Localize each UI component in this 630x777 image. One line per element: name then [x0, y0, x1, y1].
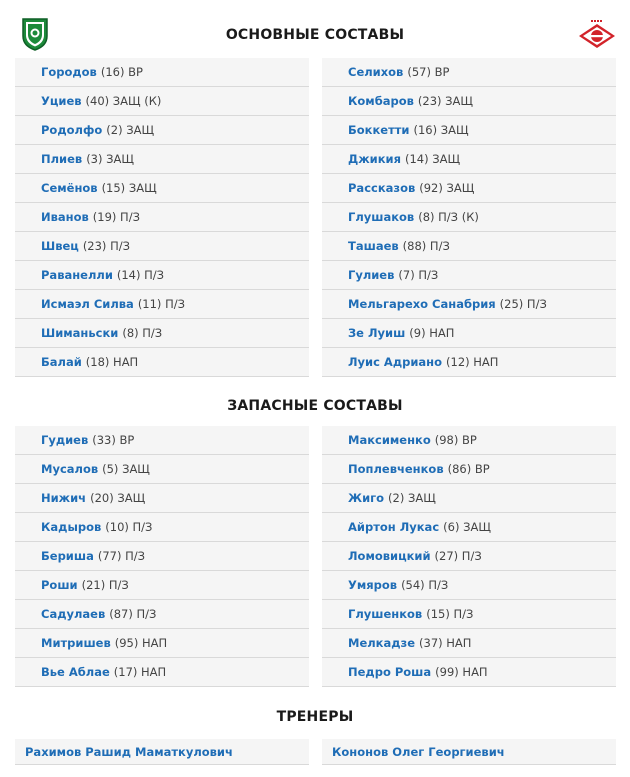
coaches-title: ТРЕНЕРЫ: [276, 709, 354, 725]
player-row: [322, 319, 616, 348]
player-number-position: (3) ЗАЩ: [86, 152, 134, 166]
player-number-position: (18) НАП: [85, 355, 139, 369]
subs-home-list: [15, 426, 309, 687]
player-row: [322, 658, 616, 687]
player-number-position: (10) П/З: [105, 520, 153, 534]
player-name-link[interactable]: Иванов: [41, 210, 89, 224]
player-name-link[interactable]: Городов: [41, 65, 97, 79]
player-row: [15, 542, 309, 571]
player-name-link[interactable]: Боккетти: [348, 123, 410, 137]
player-row: [322, 116, 616, 145]
player-name-link[interactable]: Швец: [41, 239, 79, 253]
player-row: [15, 116, 309, 145]
player-name-link[interactable]: Комбаров: [348, 94, 414, 108]
player-row: [322, 290, 616, 319]
player-row: [322, 145, 616, 174]
player-number-position: (11) П/З: [137, 297, 185, 311]
player-name-link[interactable]: Айртон Лукас: [348, 520, 440, 534]
player-number-position: (15) П/З: [426, 607, 474, 621]
player-number-position: (23) ЗАЩ: [417, 94, 473, 108]
player-name-link[interactable]: Глушенков: [348, 607, 423, 621]
player-name-link[interactable]: Шиманьски: [41, 326, 119, 340]
player-number-position: (87) П/З: [109, 607, 157, 621]
player-number-position: (27) П/З: [434, 549, 482, 563]
player-row: [15, 174, 309, 203]
player-name-link[interactable]: Родолфо: [41, 123, 103, 137]
player-number-position: (33) ВР: [92, 433, 135, 447]
player-name-link[interactable]: Ломовицкий: [348, 549, 431, 563]
player-row: [322, 571, 616, 600]
player-row: [15, 629, 309, 658]
player-row: [15, 319, 309, 348]
player-number-position: (14) П/З: [116, 268, 165, 282]
player-number-position: (98) ВР: [434, 433, 477, 447]
player-row: [322, 348, 616, 377]
player-number-position: (95) НАП: [114, 636, 168, 650]
player-row: [15, 145, 309, 174]
player-number-position: (16) ВР: [100, 65, 143, 79]
player-name-link[interactable]: Максименко: [348, 433, 431, 447]
player-row: [322, 600, 616, 629]
player-row: [15, 261, 309, 290]
player-name-link[interactable]: Бериша: [41, 549, 94, 563]
player-row: [15, 87, 309, 116]
player-name-link[interactable]: Зе Луиш: [348, 326, 406, 340]
player-row: [322, 174, 616, 203]
player-name-link[interactable]: Джикия: [348, 152, 401, 166]
player-name-link[interactable]: Плиев: [41, 152, 83, 166]
player-name-link[interactable]: Мелкадзе: [348, 636, 416, 650]
away-coach-row: [322, 739, 616, 765]
player-number-position: (77) П/З: [97, 549, 145, 563]
player-name-link[interactable]: Вье Аблае: [41, 665, 110, 679]
home-coach-row: [15, 739, 309, 765]
player-row: [322, 426, 616, 455]
player-number-position: (14) ЗАЩ: [405, 152, 461, 166]
player-number-position: (19) П/З: [92, 210, 140, 224]
player-number-position: (40) ЗАЩ (К): [85, 94, 162, 108]
player-name-link[interactable]: Балай: [41, 355, 82, 369]
player-row: [15, 658, 309, 687]
player-row: [322, 629, 616, 658]
player-name-link[interactable]: Гудиев: [41, 433, 89, 447]
player-number-position: (86) ВР: [447, 462, 490, 476]
player-row: [15, 484, 309, 513]
player-name-link[interactable]: Поплевченков: [348, 462, 444, 476]
player-row: [322, 87, 616, 116]
player-row: [322, 203, 616, 232]
player-number-position: (15) ЗАЩ: [101, 181, 157, 195]
main-home-list: [15, 58, 309, 377]
player-name-link[interactable]: Жиго: [348, 491, 385, 505]
player-number-position: (99) НАП: [435, 665, 488, 679]
home-coach-name[interactable]: Рахимов Рашид Маматкулович: [25, 744, 233, 759]
player-name-link[interactable]: Уциев: [41, 94, 82, 108]
player-row: [15, 455, 309, 484]
away-coach-name[interactable]: Кононов Олег Георгиевич: [332, 744, 505, 759]
player-row: [322, 58, 616, 87]
player-name-link[interactable]: Раванелли: [41, 268, 113, 282]
player-row: [15, 232, 309, 261]
player-number-position: (23) П/З: [82, 239, 130, 253]
subs-away-list: [322, 426, 616, 687]
player-name-link[interactable]: Садулаев: [41, 607, 106, 621]
player-number-position: (17) НАП: [113, 665, 167, 679]
player-number-position: (16) ЗАЩ: [413, 123, 469, 137]
player-number-position: (2) ЗАЩ: [388, 491, 436, 505]
player-row: [15, 571, 309, 600]
player-name-link[interactable]: Селихов: [348, 65, 404, 79]
player-row: [15, 600, 309, 629]
player-number-position: (6) ЗАЩ: [443, 520, 491, 534]
player-number-position: (8) П/З: [122, 326, 163, 340]
player-row: [15, 290, 309, 319]
player-name-link[interactable]: Ташаев: [348, 239, 399, 253]
player-name-link[interactable]: Мельгарехо Санабрия: [348, 297, 496, 311]
subs-lineups-title: ЗАПАСНЫЕ СОСТАВЫ: [227, 398, 403, 414]
player-row: [322, 261, 616, 290]
player-name-link[interactable]: Рассказов: [348, 181, 416, 195]
player-name-link[interactable]: Луис Адриано: [348, 355, 443, 369]
player-name-link[interactable]: Гулиев: [348, 268, 395, 282]
player-number-position: (25) П/З: [499, 297, 547, 311]
player-number-position: (12) НАП: [446, 355, 499, 369]
player-number-position: (57) ВР: [407, 65, 450, 79]
player-number-position: (54) П/З: [401, 578, 449, 592]
player-name-link[interactable]: Роши: [41, 578, 78, 592]
player-name-link[interactable]: Исмаэл Силва: [41, 297, 134, 311]
player-name-link[interactable]: Педро Роша: [348, 665, 432, 679]
player-name-link[interactable]: Семёнов: [41, 181, 98, 195]
main-lineups-title: ОСНОВНЫЕ СОСТАВЫ: [225, 27, 405, 43]
player-name-link[interactable]: Нижич: [41, 491, 87, 505]
player-number-position: (8) П/З (К): [418, 210, 479, 224]
player-row: [15, 203, 309, 232]
player-number-position: (21) П/З: [81, 578, 129, 592]
player-number-position: (7) П/З: [398, 268, 439, 282]
main-away-list: [322, 58, 616, 377]
player-row: [322, 455, 616, 484]
player-number-position: (92) ЗАЩ: [419, 181, 475, 195]
player-number-position: (2) ЗАЩ: [106, 123, 155, 137]
player-number-position: (20) ЗАЩ: [90, 491, 146, 505]
player-row: [322, 542, 616, 571]
player-row: [15, 426, 309, 455]
player-name-link[interactable]: Мусалов: [41, 462, 99, 476]
player-number-position: (88) П/З: [402, 239, 450, 253]
player-name-link[interactable]: Умяров: [348, 578, 398, 592]
player-row: [15, 348, 309, 377]
player-number-position: (37) НАП: [419, 636, 472, 650]
player-name-link[interactable]: Кадыров: [41, 520, 102, 534]
player-row: [15, 58, 309, 87]
player-number-position: (5) ЗАЩ: [102, 462, 150, 476]
player-row: [322, 232, 616, 261]
player-number-position: (9) НАП: [409, 326, 455, 340]
player-row: [322, 513, 616, 542]
player-row: [15, 513, 309, 542]
player-name-link[interactable]: Глушаков: [348, 210, 415, 224]
player-row: [322, 484, 616, 513]
player-name-link[interactable]: Митришев: [41, 636, 111, 650]
